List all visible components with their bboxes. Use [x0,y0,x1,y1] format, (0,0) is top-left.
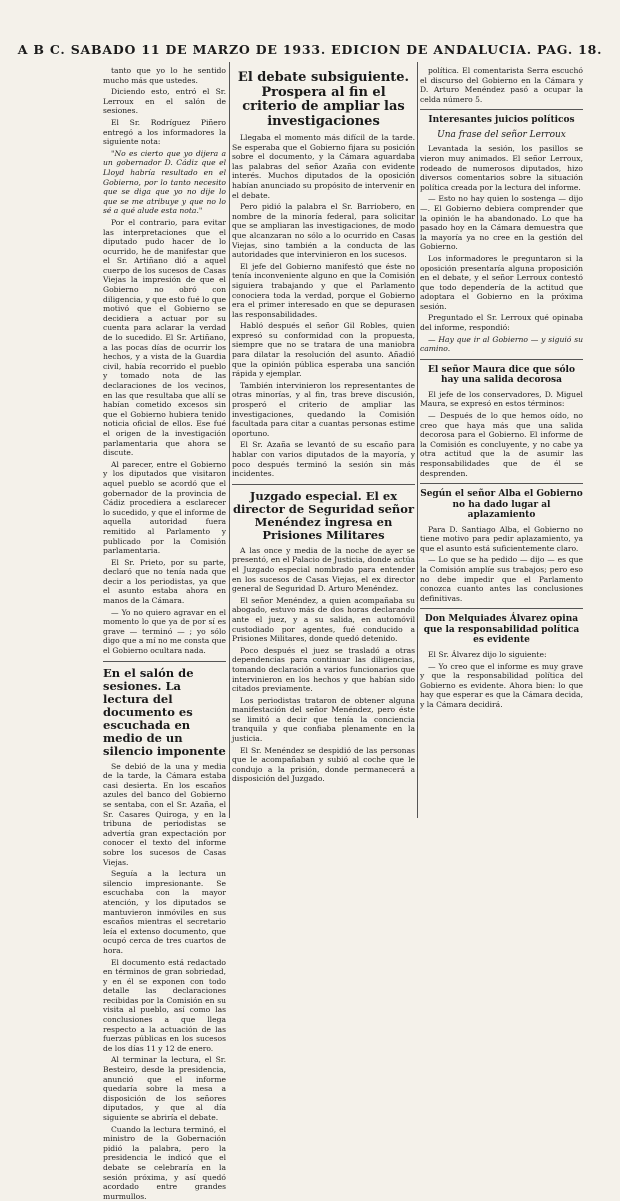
section-divider [420,483,583,484]
paragraph: El señor Menéndez, a quien acompañaba su abogado, estuvo más de dos horas declarando ante el juez, y a su salida, en automóvil custodiado por agentes, fué conducido a Prisiones Militares, donde quedó detenido. [232,595,415,644]
paragraph: — Yo no quiero agravar en el momento lo que ya de por sí es grave — terminó — ; yo sólo digo que a mí no me consta que el Gobierno ocultara nada. [103,607,226,656]
paragraph: El Sr. Prieto, por su parte, declaró que no tenía nada que decir a los periodistas, ya que el asunto estaba ahora en manos de la Cámara. [103,557,226,606]
section-divider [420,608,583,609]
subheadline-lerroux: Una frase del señor Lerroux [437,129,566,140]
section-divider [420,109,583,110]
paragraph: Por el contrario, para evitar las interpretaciones que el diputado pudo hacer de lo ocurrido, he de manifestar que el Sr. Artiñano dió a aquel cuerpo de los sucesos de Casas Viejas la impresión de que el Gobierno no obró con diligencia, y que esto fué lo que motivó que el Gobierno se decidiera a actuar por su cuenta para aclarar la verdad de lo sucedido. El Sr. Artiñano, a las pocas días de ocurrir los hechos, y a vista de la Guardia civil, había recorrido el pueblo y tomado nota de las declaraciones de los vecinos, en las que resultaba que allí se habían cometido excesos sin que el Gobierno hubiera tenido noticia oficial de ellos. Ese fué el origen de la investigación parlamentaria que ahora se discute. [103,217,226,458]
headline-juicios-politicos: Interesantes juicios políticos [428,115,575,126]
paragraph: Cuando la lectura terminó, el ministro de la Gobernación pidió la palabra, pero la presidencia le indicó que el debate se celebraría en la sesión próxima, y así quedó acordado entre grandes murmullos. [103,1124,226,1201]
headline-melquiades-alvarez: Don Melquiades Álvarez opina que la responsabilidad política es evidente [423,614,580,646]
headline-alba: Según el señor Alba el Gobierno no ha dado lugar al aplazamiento [420,489,583,521]
section-divider [420,359,583,360]
paragraph: A las once y media de la noche de ayer se presentó, en el Palacio de Justicia, donde actúa el Juzgado especial nombrado para entender en los sucesos de Casas Viejas, el ex director general de Seguridad D. Arturo Menéndez. [232,545,415,594]
paragraph: El Sr. Rodríguez Piñero entregó a los informadores la siguiente nota: [103,117,226,147]
headline-debate: El debate subsiguiente. Prospera al fin el criterio de ampliar las investigaciones [237,70,410,129]
column-rule-right [417,62,418,818]
paragraph: Al terminar la lectura, el Sr. Besteiro, desde la presidencia, anunció que el informe quedaría sobre la mesa a disposición de los señores diputados, y que al día siguiente se abriría el debate. [103,1055,226,1122]
page-header: A B C. SABADO 11 DE MARZO DE 1933. EDICION DE ANDALUCIA. PAG. 18. [17,42,603,57]
section-divider [232,484,415,485]
paragraph: Para D. Santiago Alba, el Gobierno no tiene motivo para pedir aplazamiento, ya que el asunto está suficientemente claro. [420,524,583,553]
section-divider [103,661,226,662]
paragraph: El Sr. Azaña se levantó de su escaño para hablar con varios diputados de la mayoría, y poco después terminó la sesión sin más incidentes. [232,440,415,479]
paragraph: — Lo que se ha pedido — dijo — es que la Comisión amplíe sus trabajos; pero eso no debe impedir que el Parlamento conozca cuanto antes las conclusiones definitivas. [420,555,583,603]
paragraph: El jefe de los conservadores, D. Miguel Maura, se expresó en estos términos: [420,389,583,409]
paragraph: Llegaba el momento más difícil de la tarde. Se esperaba que el Gobierno fijara su posición sobre el documento, y la Cámara aguardaba las palabras del señor Azaña con evidente interés. Muchos diputados de la oposición habían anunciado su propósito de intervenir en el debate. [232,133,415,200]
column-2 [232,66,415,816]
column-1 [103,66,226,1201]
paragraph: — Esto no hay quien lo sostenga — dijo —. El Gobierno debiera comprender que la opinión le ha abandonado. Lo que ha pasado hoy en la Cámara demuestra que la mayoría ya no cree en la gestión del Gobierno. [420,194,583,252]
paragraph: Los informadores le preguntaron si la oposición presentaría alguna proposición en el debate, y el señor Lerroux contestó que todo dependería de la actitud que adoptara el Gobierno en la próxima sesión. [420,253,583,311]
paragraph: — Después de lo que hemos oído, no creo que haya más que una salida decorosa para el Gobierno. El informe de la Comisión es concluyente, y no cabe ya otra actitud que la de asumir las responsabilidades que de él se desprenden. [420,411,583,478]
paragraph: Los periodistas trataron de obtener alguna manifestación del señor Menéndez, pero éste se limitó a decir que tenía la conciencia tranquila y que confiaba plenamente en la justicia. [232,695,415,744]
paragraph: tanto que yo lo he sentido mucho más que ustedes. [103,66,226,85]
column-rule-left [229,62,230,818]
paragraph: Se debió de la una y media de la tarde, la Cámara estaba casi desierta. En los escaños azules del banco del Gobierno se sentaba, con el Sr. Azaña, el Sr. Casares Quiroga, y en la tribuna de periodistas se advertía gran expectación por conocer el texto del informe sobre los sucesos de Casas Viejas. [103,761,226,867]
paragraph: El Sr. Menéndez se despidió de las personas que le acompañaban y subió al coche que le condujo a la prisión, donde permanecerá a disposición del Juzgado. [232,745,415,784]
paragraph: Levantada la sesión, los pasillos se vieron muy animados. El señor Lerroux, rodeado de numerosos diputados, hizo diversos comentarios sobre la situación política creada por la lectura del informe. [420,144,583,192]
paragraph: Pero pidió la palabra el Sr. Barriobero, en nombre de la minoría federal, para solicitar que se ampliaran las investigaciones, de modo que alcanzaran no sólo a lo ocurrido en Casas Viejas, sino también a la conducta de las autoridades que intervinieron en los sucesos. [232,202,415,260]
headline-juzgado-especial: Juzgado especial. El ex director de Seguridad señor Menéndez ingresa en Prisiones Militares [232,488,415,542]
paragraph: política. El comentarista Serra escuchó el discurso del Gobierno en la Cámara y D. Arturo Menéndez pasó a ocupar la celda número 5. [420,66,583,104]
headline-salon-sesiones: En el salón de sesiones. La lectura del documento es escuchada en medio de un silencio imponente [103,665,226,758]
paragraph: — Yo creo que el informe es muy grave y que la responsabilidad política del Gobierno es evidente. Ahora bien: lo que hay que esperar es que la Cámara decida, y la Cámara decidirá. [420,661,583,709]
paragraph: También intervinieron los representantes de otras minorías, y al fin, tras breve discusión, prosperó el criterio de ampliar las investigaciones, quedando la Comisión facultada para citar a cuantas personas estime oportuno. [232,380,415,438]
paragraph: El jefe del Gobierno manifestó que éste no tenía inconveniente alguno en que la Comisión siguiera trabajando y que el Parlamento conociera toda la verdad, porque el Gobierno era el primer interesado en que se depurasen las responsabilidades. [232,261,415,319]
paragraph: Al parecer, entre el Gobierno y los diputados que visitaron aquel pueblo se acordó que el gobernador de la provincia de Cádiz procediera a esclarecer lo sucedido, y que el informe de aquella autoridad fuera remitido al Parlamento y publicado por la Comisión parlamentaria. [103,459,226,556]
paragraph: El Sr. Álvarez dijo lo siguiente: [428,649,547,659]
paragraph: Seguía a la lectura un silencio impresionante. Se escuchaba con la mayor atención, y los diputados se mantuvieron inmóviles en sus escaños mientras el secretario leía el extenso documento, que ocupó cerca de tres cuartos de hora. [103,869,226,955]
paragraph: Preguntado el Sr. Lerroux qué opinaba del informe, respondió: [420,313,583,333]
paragraph: Habló después el señor Gil Robles, quien expresó su conformidad con la propuesta, siempre que no se tratara de una maniobra para dilatar la resolución del asunto. Añadió que la opinión pública esperaba una sanción rápida y ejemplar. [232,321,415,379]
column-3 [420,66,583,816]
quoted-note: "No es cierto que yo dijera a un gobernador D. Cádiz que el Lloyd habría resultado en el Gobierno, por lo tanto necesito que se diga que yo no dije lo que se me atribuye y que no lo sé a qué alude esta nota." [103,148,226,216]
paragraph: Diciendo esto, entró el Sr. Lerroux en el salón de sesiones. [103,87,226,116]
quote: — Hay que ir al Gobierno — y siguió su camino. [420,334,583,354]
headline-maura: El señor Maura dice que sólo hay una salida decorosa [428,364,575,386]
paragraph: Poco después el juez se trasladó a otras dependencias para continuar las diligencias, tomando declaración a varios funcionarios que intervinieron en los hechos y que habían sido citados previamente. [232,645,415,694]
paragraph: El documento está redactado en términos de gran sobriedad, y en él se exponen con todo detalle las declaraciones recibidas por la Comisión en su visita al pueblo, así como las conclusiones a que llega respecto a la actuación de las fuerzas públicas en los sucesos de los días 11 y 12 de enero. [103,957,226,1053]
